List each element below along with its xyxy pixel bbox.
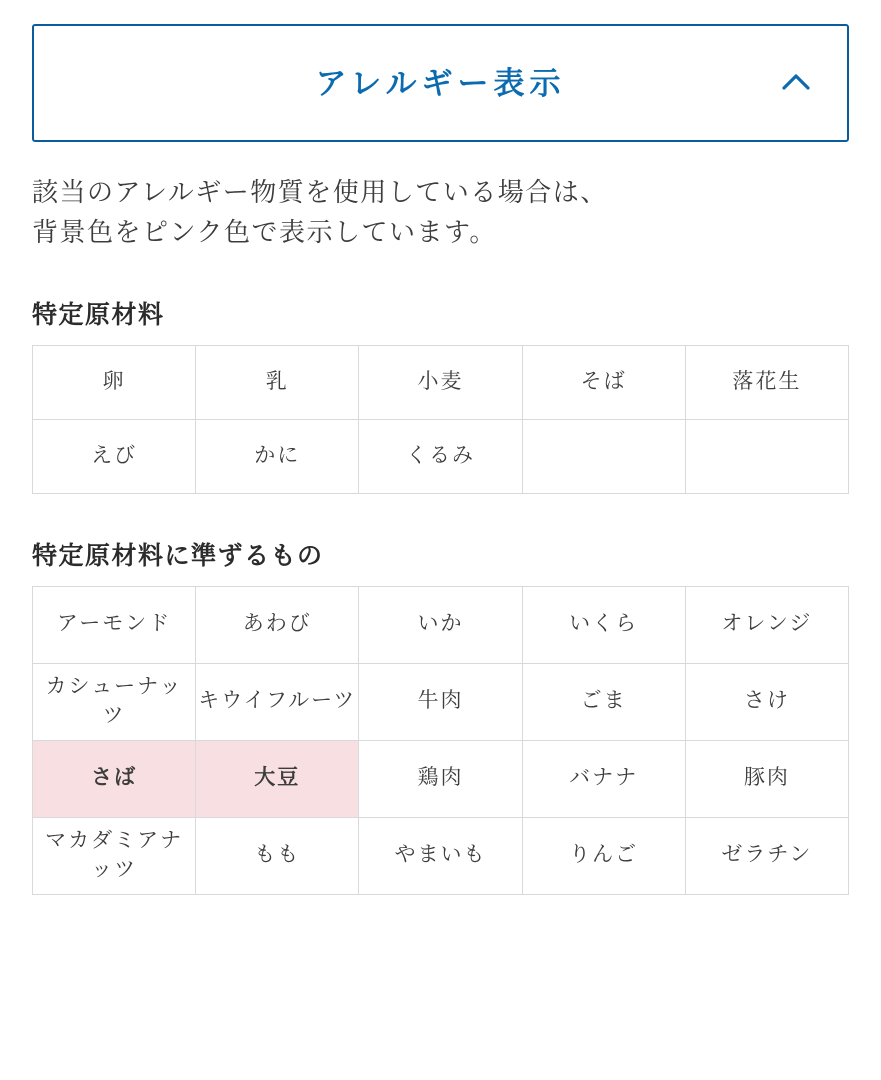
allergen-cell-beef: 牛肉 (359, 663, 522, 740)
allergen-cell-egg: 卵 (33, 345, 196, 419)
allergen-cell-mackerel: さば (33, 740, 196, 817)
allergen-cell-peach: もも (196, 817, 359, 894)
allergen-cell-pork: 豚肉 (685, 740, 848, 817)
section-title-quasi-ingredients: 特定原材料に準ずるもの (32, 541, 324, 570)
allergen-cell-squid: いか (359, 586, 522, 663)
allergen-cell-orange: オレンジ (685, 586, 848, 663)
allergen-cell-buckwheat: そば (522, 345, 685, 419)
accordion-title: アレルギー表示 (315, 65, 566, 101)
allergen-cell-peanut: 落花生 (685, 345, 848, 419)
allergen-cell-gelatin: ゼラチン (685, 817, 848, 894)
allergen-cell-banana: バナナ (522, 740, 685, 817)
allergen-cell-empty-2 (685, 419, 848, 493)
allergen-cell-wheat: 小麦 (359, 345, 522, 419)
quasi-ingredients-table (32, 586, 849, 895)
table-row (33, 419, 849, 493)
allergen-cell-salmon-roe: いくら (522, 586, 685, 663)
allergen-cell-milk: 乳 (196, 345, 359, 419)
allergen-cell-salmon: さけ (685, 663, 848, 740)
allergen-cell-yam: やまいも (359, 817, 522, 894)
allergen-cell-chicken: 鶏肉 (359, 740, 522, 817)
allergen-cell-sesame: ごま (522, 663, 685, 740)
allergy-accordion-header[interactable] (32, 24, 849, 142)
table-row (33, 345, 849, 419)
allergen-cell-apple: りんご (522, 817, 685, 894)
section-title-specified-ingredients: 特定原材料 (32, 300, 165, 329)
description-line-2: 背景色をピンク色で表示しています。 (32, 217, 497, 248)
allergen-cell-kiwifruit: キウイフルーツ (196, 663, 359, 740)
allergen-cell-shrimp: えび (33, 419, 196, 493)
allergen-cell-cashew-nut: カシューナッツ (33, 663, 196, 740)
table-row (33, 586, 849, 663)
chevron-up-icon[interactable] (779, 66, 813, 100)
allergen-cell-soybean: 大豆 (196, 740, 359, 817)
allergen-cell-abalone: あわび (196, 586, 359, 663)
table-row (33, 663, 849, 740)
allergen-cell-walnut: くるみ (359, 419, 522, 493)
allergen-cell-almond: アーモンド (33, 586, 196, 663)
allergen-cell-crab: かに (196, 419, 359, 493)
allergy-description (32, 172, 849, 253)
table-row (33, 817, 849, 894)
description-line-1: 該当のアレルギー物質を使用している場合は、 (32, 177, 608, 207)
allergen-cell-empty-1 (522, 419, 685, 493)
table-row (33, 740, 849, 817)
allergen-cell-macadamia-nut: マカダミアナッツ (33, 817, 196, 894)
specified-ingredients-table (32, 345, 849, 494)
